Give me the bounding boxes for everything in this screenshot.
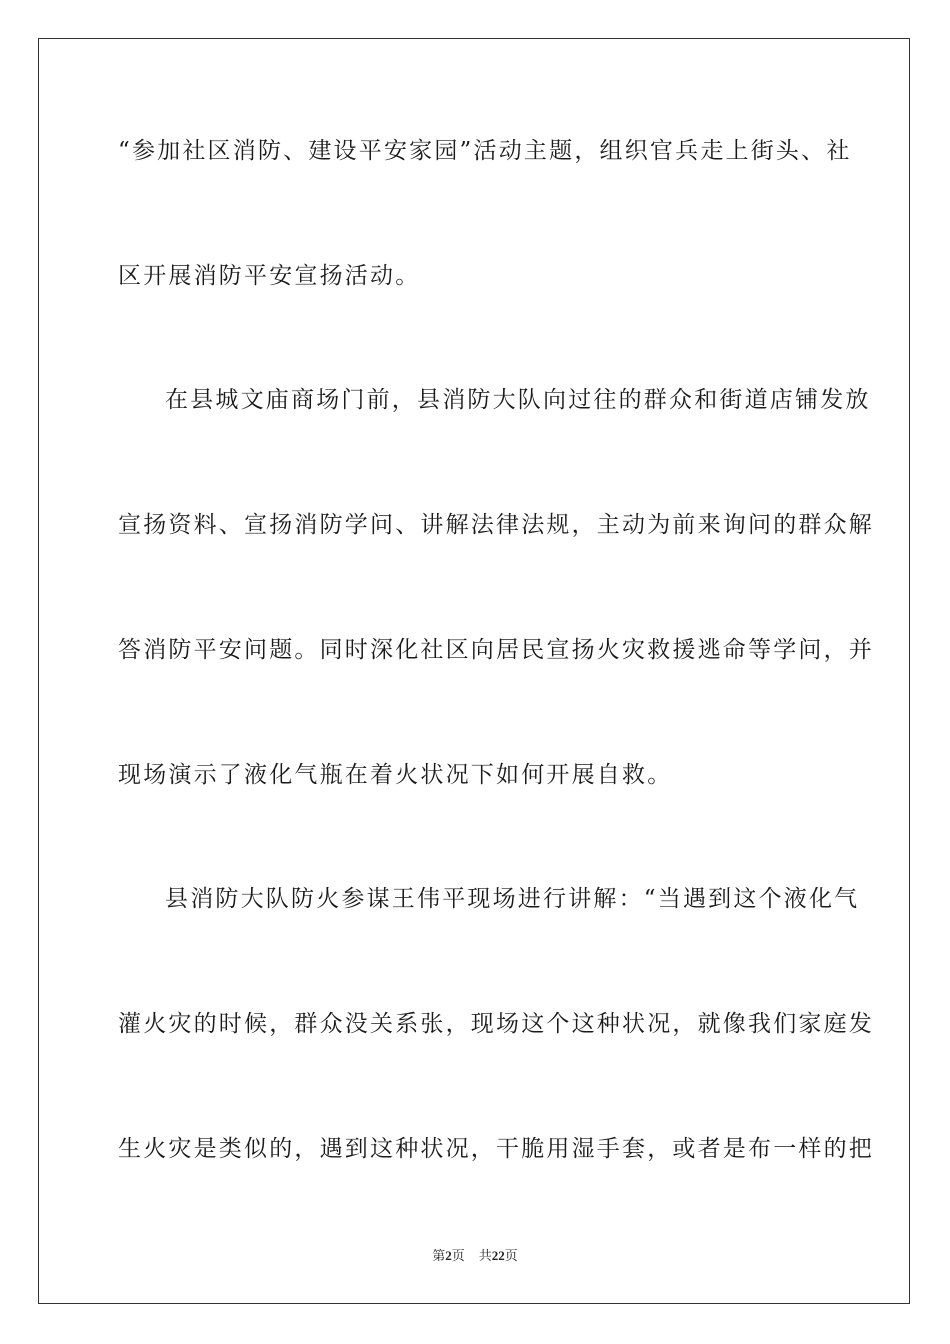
text-line-6: 现场演示了液化气瓶在着火状况下如何开展自救。 [118,762,673,788]
page-number: 2 [445,1248,452,1263]
total-pages: 22 [491,1248,505,1263]
page-prefix: 第 [432,1248,446,1263]
total-prefix: 共 [478,1248,492,1263]
total-suffix: 页 [504,1248,518,1263]
text-line-9: 生火灾是类似的，遇到这种状况，干脆用湿手套，或者是布一样的把 [118,1136,874,1162]
text-line-1: “参加社区消防、建设平安家园”活动主题，组织官兵走上街头、社 [118,138,852,164]
text-line-7: 县消防大队防火参谋王伟平现场进行讲解：“当遇到这个液化气 [165,886,860,912]
text-line-2: 区开展消防平安宣扬活动。 [118,263,421,289]
page-footer [0,1247,950,1265]
text-line-3: 在县城文庙商场门前，县消防大队向过往的群众和街道店铺发放 [165,387,871,413]
text-line-4: 宣扬资料、宣扬消防学问、讲解法律法规，主动为前来询问的群众解 [118,512,874,538]
text-line-8: 灌火灾的时候，群众没关系张，现场这个这种状况，就像我们家庭发 [118,1011,874,1037]
page-suffix: 页 [451,1248,465,1263]
page-border [38,38,910,1304]
text-line-5: 答消防平安问题。同时深化社区向居民宣扬火灾救援逃命等学问，并 [118,637,874,663]
